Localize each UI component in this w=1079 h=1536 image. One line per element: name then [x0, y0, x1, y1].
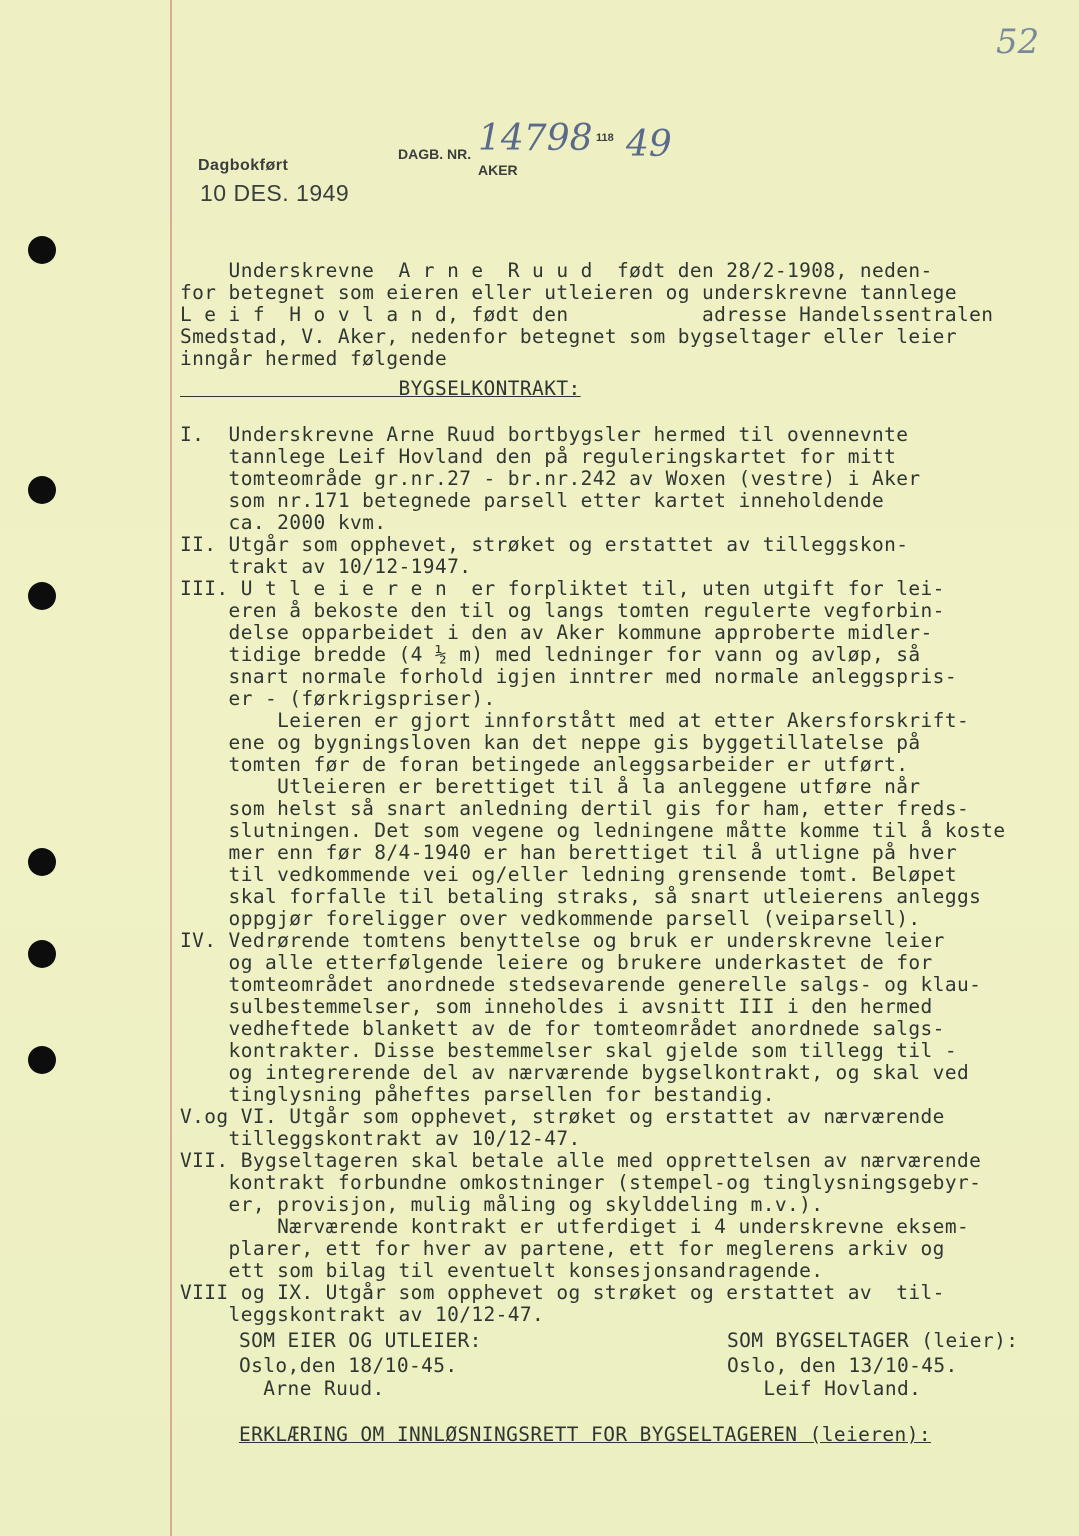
body-line: Smedstad, V. Aker, nedenfor betegnet som bygseltager eller leier [180, 325, 957, 348]
page-number: 52 [996, 22, 1040, 62]
body-line: II. Utgår som opphevet, strøket og erstattet av tilleggskon- [180, 533, 909, 556]
punch-hole [28, 1046, 56, 1074]
punch-hole [28, 582, 56, 610]
location-stamp: AKER [478, 162, 518, 178]
body-line: Underskrevne A r n e R u u d født den 28/2-1908, neden- [180, 259, 933, 282]
punch-hole [28, 476, 56, 504]
punch-hole [28, 236, 56, 264]
body-line: og alle etterfølgende leiere og brukere underkastet de for [180, 951, 933, 974]
body-line: ca. 2000 kvm. [180, 511, 387, 534]
body-line: kontrakt forbundne omkostninger (stempel-og tinglysningsgebyr- [180, 1171, 982, 1194]
body-line: tomten før de foran betingede anleggsarbeider er utført. [180, 753, 909, 776]
body-line: III. U t l e i e r e n er forpliktet til, uten utgift for lei- [180, 577, 945, 600]
dagb-label: DAGB. NR. [398, 146, 472, 162]
body-line: tomteområde gr.nr.27 - br.nr.242 av Woxen (vestre) i Aker [180, 467, 921, 490]
sig-right-line: SOM BYGSELTAGER (leier): [727, 1329, 1019, 1352]
punch-hole [28, 940, 56, 968]
body-line: som nr.171 betegnede parsell etter kartet inneholdende [180, 489, 885, 512]
body-line: sulbestemmelser, som inneholdes i avsnitt III i den hermed [180, 995, 933, 1018]
body-line: tomteområdet anordnede stedsevarende generelle salgs- og klau- [180, 973, 982, 996]
body-line: ett som bilag til eventuelt konsesjonsandragende. [180, 1259, 824, 1282]
body-line: tilleggskontrakt av 10/12-47. [180, 1127, 581, 1150]
body-line: Leieren er gjort innforstått med at etter Akersforskrift- [180, 709, 970, 732]
body-line: som helst så snart anledning dertil gis for ham, etter freds- [180, 797, 970, 820]
body-line: Nærværende kontrakt er utferdiget i 4 underskrevne eksem- [180, 1215, 970, 1238]
punch-hole [28, 848, 56, 876]
body-line: delse opparbeidet i den av Aker kommune approberte midler- [180, 621, 933, 644]
body-line: tannlege Leif Hovland den på reguleringskartet for mitt [180, 445, 897, 468]
dagb-number: 14798 [478, 118, 593, 159]
body-line: VIII og IX. Utgår som opphevet og strøket og erstattet av til- [180, 1281, 945, 1304]
sig-left-line: SOM EIER OG UTLEIER: [239, 1329, 482, 1352]
body-line: og integrerende del av nærværende bygselkontrakt, og skal ved [180, 1061, 970, 1084]
body-line: skal forfalle til betaling straks, så snart utleierens anleggs [180, 885, 982, 908]
sig-left-line: Oslo,den 18/10-45. [239, 1354, 458, 1377]
body-line: er - (førkrigspriser). [180, 687, 496, 710]
sig-right-line: Oslo, den 13/10-45. [727, 1354, 958, 1377]
body-line: inngår hermed følgende [180, 347, 448, 370]
body-line: tidige bredde (4 ½ m) med ledninger for vann og avløp, så [180, 643, 921, 666]
date-stamp: 10 DES. 1949 [200, 180, 350, 206]
dagb-year-print: 118 [596, 132, 614, 144]
margin-line [170, 0, 172, 1536]
body-line: til vedkommende vei og/eller ledning grensende tomt. Beløpet [180, 863, 957, 886]
body-line: slutningen. Det som vegene og ledningene måtte komme til å koste [180, 819, 1006, 842]
body-line: VII. Bygseltageren skal betale alle med opprettelsen av nærværende [180, 1149, 982, 1172]
sig-left-line: Arne Ruud. [239, 1377, 385, 1400]
body-line: oppgjør foreligger over vedkommende parsell (veiparsell). [180, 907, 921, 930]
body-line: L e i f H o v l a n d, født den adresse Handelssentralen [180, 303, 994, 326]
body-line: kontrakter. Disse bestemmelser skal gjelde som tillegg til - [180, 1039, 957, 1062]
body-line: IV. Vedrørende tomtens benyttelse og bruk er underskrevne leier [180, 929, 945, 952]
footer-heading: ERKLÆRING OM INNLØSNINGSRETT FOR BYGSELTAGEREN (leieren): [239, 1423, 931, 1446]
body-line: er, provisjon, mulig måling og skylddeling m.v.). [180, 1193, 824, 1216]
body-line: ene og bygningsloven kan det neppe gis byggetillatelse på [180, 731, 921, 754]
body-line: vedheftede blankett av de for tomteområdet anordnede salgs- [180, 1017, 945, 1040]
body-line: V.og VI. Utgår som opphevet, strøket og erstattet av nærværende [180, 1105, 945, 1128]
body-line: tinglysning påheftes parsellen for bestandig. [180, 1083, 775, 1106]
body-line: for betegnet som eieren eller utleieren og underskrevne tannlege [180, 281, 957, 304]
body-line: mer enn før 8/4-1940 er han berettiget til å utligne på hver [180, 841, 957, 864]
body-line: I. Underskrevne Arne Ruud bortbygsler hermed til ovennevnte [180, 423, 909, 446]
body-line: plarer, ett for hver av partene, ett for meglerens arkiv og [180, 1237, 945, 1260]
sig-right-line: Leif Hovland. [727, 1377, 922, 1400]
dagbokfort-stamp: Dagbokført [198, 157, 289, 174]
body-line: BYGSELKONTRAKT: [180, 377, 581, 400]
body-line: snart normale forhold igjen inntrer med normale anleggspris- [180, 665, 957, 688]
body-line: eren å bekoste den til og langs tomten regulerte vegforbin- [180, 599, 945, 622]
body-line: trakt av 10/12-1947. [180, 555, 472, 578]
body-line: leggskontrakt av 10/12-47. [180, 1303, 545, 1326]
body-line: Utleieren er berettiget til å la anleggene utføre når [180, 775, 921, 798]
dagb-year-hand: 49 [626, 124, 672, 165]
